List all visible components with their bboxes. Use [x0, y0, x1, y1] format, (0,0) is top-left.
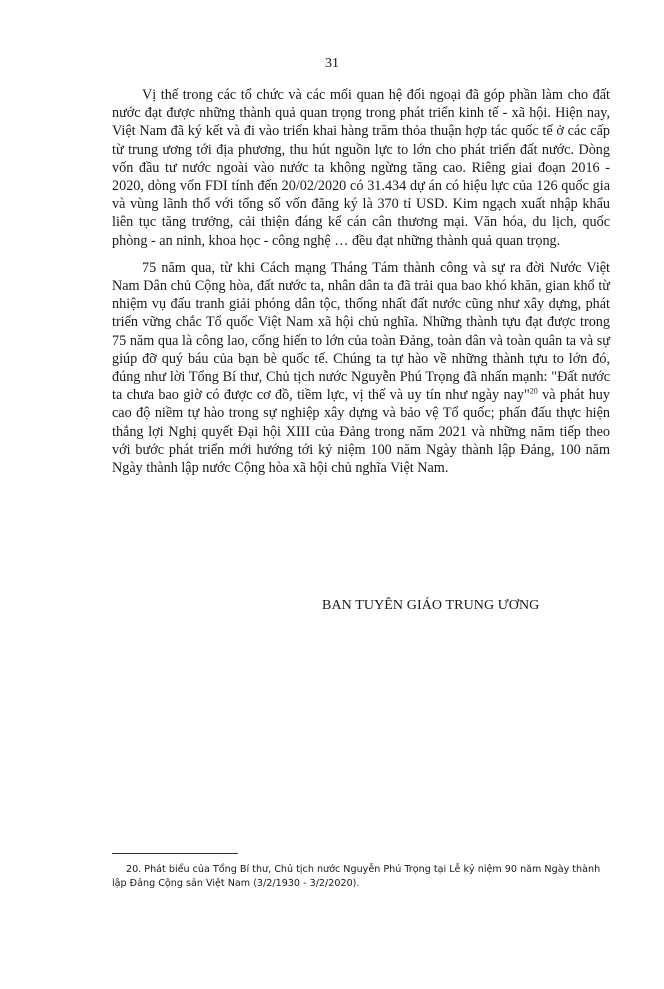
footnote-divider: [112, 853, 238, 854]
footnote-reference: 20: [529, 386, 538, 396]
body-text: [112, 86, 610, 486]
paragraph-2-part-1: 75 năm qua, từ khi Cách mạng Tháng Tám thành công và sự ra đời Nước Việt Nam Dân chủ Cộng hòa, đất nước ta, nhân dân ta đã trải qua bao khó khăn, gian khổ từ nhiệm vụ đấu tranh giải phóng dân tộc, thống nhất đất nước cũng như xây dựng, phát triển vững chắc Tổ quốc Việt Nam xã hội chủ nghĩa. Những thành tựu đạt được trong 75 năm qua là công lao, cống hiến to lớn của toàn Đảng, toàn dân và toàn quân ta và sự giúp đỡ quý báu của bạn bè quốc tế. Chúng ta tự hào về những thành tựu to lớn đó, đúng như lời Tổng Bí thư, Chủ tịch nước Nguyễn Phú Trọng đã nhấn mạnh: "Đất nước ta chưa bao giờ có được cơ đồ, tiềm lực, vị thế và uy tín như ngày nay": [112, 259, 610, 404]
signature: BAN TUYÊN GIÁO TRUNG ƯƠNG: [322, 598, 540, 613]
paragraph-2-part-2: và phát huy cao độ niềm tự hào trong sự nghiệp xây dựng và bảo vệ Tổ quốc; phấn đấu thực hiện thắng lợi Nghị quyết Đại hội XIII của Đảng trong năm 2021 và những năm tiếp theo với bước phát triển mới hướng tới kỷ niệm 100 năm Ngày thành lập Đảng, 100 năm Ngày thành lập nước Cộng hòa xã hội chủ nghĩa Việt Nam.: [112, 387, 610, 477]
footnote: 20. Phát biểu của Tổng Bí thư, Chủ tịch nước Nguyễn Phú Trọng tại Lễ kỷ niệm 90 năm Ngày thành lập Đảng Cộng sản Việt Nam (3/2/1930 - 3/2/2020).: [112, 864, 601, 889]
paragraph-1: Vị thế trong các tổ chức và các mối quan hệ đối ngoại đã góp phần làm cho đất nước đạt được những thành quả quan trọng trong phát triển kinh tế - xã hội. Hiện nay, Việt Nam đã ký kết và đi vào triển khai hàng trăm thỏa thuận hợp tác quốc tế ở các cấp từ trung ương tới địa phương, thu hút nguồn lực to lớn cho phát triển đất nước. Dòng vốn đầu tư nước ngoài vào nước ta không ngừng tăng cao. Riêng giai đoạn 2016 - 2020, dòng vốn FDI tính đến 20/02/2020 có 31.434 dự án có hiệu lực của 126 quốc gia và vùng lãnh thổ với tổng số vốn đăng ký là 370 tỉ USD. Kim ngạch xuất nhập khẩu liên tục tăng trưởng, cải thiện đáng kể cán cân thương mại. Văn hóa, du lịch, quốc phòng - an ninh, khoa học - công nghệ … đều đạt những thành quả quan trọng.: [112, 87, 610, 249]
paragraph-2: [112, 259, 610, 477]
page-number: 31: [325, 56, 339, 71]
